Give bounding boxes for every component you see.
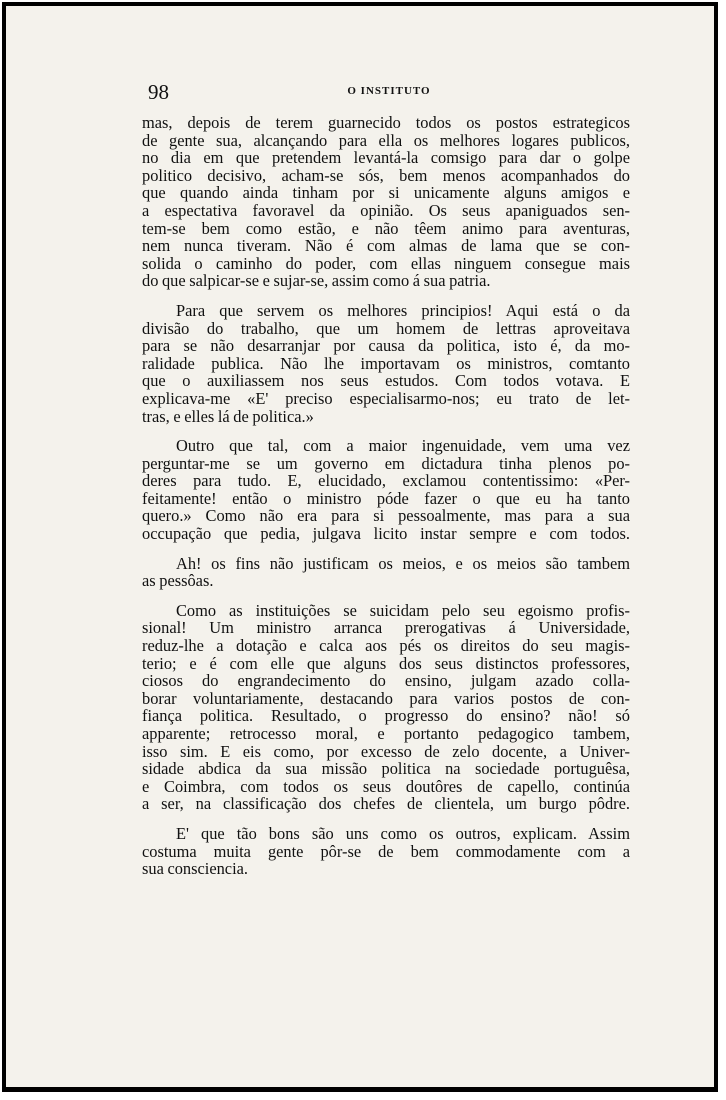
text-line: fiança politica. Resultado, o progresso do ensino? não! só — [142, 706, 630, 726]
text-line: borar voluntariamente, destacando para varios postos de con- — [142, 688, 630, 708]
text-line: Ah! os fins não justificam os meios, e os meios são tambem — [176, 553, 630, 573]
text-line: perguntar-me se um governo em dictadura tinha plenos po- — [142, 453, 630, 473]
page-number: 98 — [148, 80, 169, 104]
text-line: apparente; retrocesso moral, e portanto pedagogico tambem, — [142, 724, 630, 743]
text-line: deres para tudo. E, elucidado, exclamou contentissimo: «Per- — [142, 471, 630, 491]
running-head — [148, 80, 630, 104]
journal-title: O INSTITUTO — [347, 85, 431, 97]
text-line: isso sim. E eis como, por excesso de zelo docente, a Univer- — [142, 741, 630, 761]
text-line: ciosos do engrandecimento do ensino, julgam azado colla- — [142, 671, 630, 691]
paragraph — [142, 302, 630, 425]
text-line: divisão do trabalho, que um homem de lettras aproveitava — [142, 318, 630, 338]
text-line: no dia em que pretendem levantá-la comsigo para dar o golpe — [142, 148, 630, 168]
text-line: que o auxiliassem nos seus estudos. Com todos votava. E — [142, 371, 630, 391]
text-line: para se não desarranjar por causa da politica, isto é, da mo- — [142, 336, 630, 356]
paragraph — [142, 114, 630, 290]
text-line: e Coimbra, com todos os seus doutôres de capello, continúa — [142, 776, 630, 796]
text-line: E' que tão bons são uns como os outros, explicam. Assim — [176, 823, 630, 843]
text-line: Para que servem os melhores principios! Aqui está o da — [176, 300, 630, 320]
text-line: Como as instituições se suicidam pelo seu egoismo profis- — [176, 600, 630, 620]
paragraph-gap — [142, 543, 630, 555]
text-line: politico decisivo, acham-se sós, bem menos acompanhados do — [142, 165, 630, 185]
text-line: solida o caminho do poder, com ellas ninguem consegue mais — [142, 253, 630, 273]
text-line: costuma muita gente pôr-se de bem commodamente com a — [142, 841, 630, 861]
text-line: sua consciencia. — [142, 859, 248, 879]
text-line: sional! Um ministro arranca prerogativas á Universidade, — [142, 618, 630, 638]
text-line: que quando ainda tinham por si unicamente alguns amigos e — [142, 183, 630, 203]
text-line: nem nunca tiveram. Não é com almas de lama que se con- — [142, 236, 630, 256]
text-line: tem-se bem como estão, e não têem animo para aventuras, — [142, 218, 630, 238]
text-line: ralidade publica. Não lhe importavam os ministros, comtanto — [142, 353, 630, 373]
paragraph — [142, 437, 630, 543]
text-line: do que salpicar-se e sujar-se, assim como á sua patria. — [142, 271, 491, 291]
text-line: sidade abdica da sua missão politica na sociedade portuguêsa, — [142, 759, 630, 779]
text-line: occupação que pedia, julgava licito instar sempre e com todos. — [142, 524, 630, 544]
text-line: as pessôas. — [142, 571, 214, 591]
text-line: Outro que tal, com a maior ingenuidade, vem uma vez — [176, 436, 630, 456]
paragraph — [142, 825, 630, 878]
paragraph — [142, 602, 630, 813]
text-line: terio; e é com elle que alguns dos seus distinctos professores, — [142, 653, 630, 673]
text-line: quero.» Como não era para si pessoalmente, mas para a sua — [142, 506, 630, 526]
text-line: feitamente! então o ministro póde fazer o que eu ha tanto — [142, 488, 630, 508]
text-line: a ser, na classificação dos chefes de clientela, um burgo pôdre. — [142, 794, 630, 814]
text-line: explicava-me «E' preciso especialisarmo-nos; eu trato de let- — [142, 388, 630, 408]
text-line: reduz-lhe a dotação e calca aos pés os direitos do seu magis- — [142, 636, 630, 656]
text-line: a espectativa favoravel da opinião. Os seus apaniguados sen- — [142, 200, 630, 220]
text-line: de gente sua, alcançando para ella os melhores logares publicos, — [142, 130, 630, 150]
body-text — [142, 114, 630, 878]
text-line: mas, depois de terem guarnecido todos os postos estrategicos — [142, 113, 630, 132]
paragraph — [142, 555, 630, 590]
text-line: tras, e elles lá de politica.» — [142, 406, 314, 426]
